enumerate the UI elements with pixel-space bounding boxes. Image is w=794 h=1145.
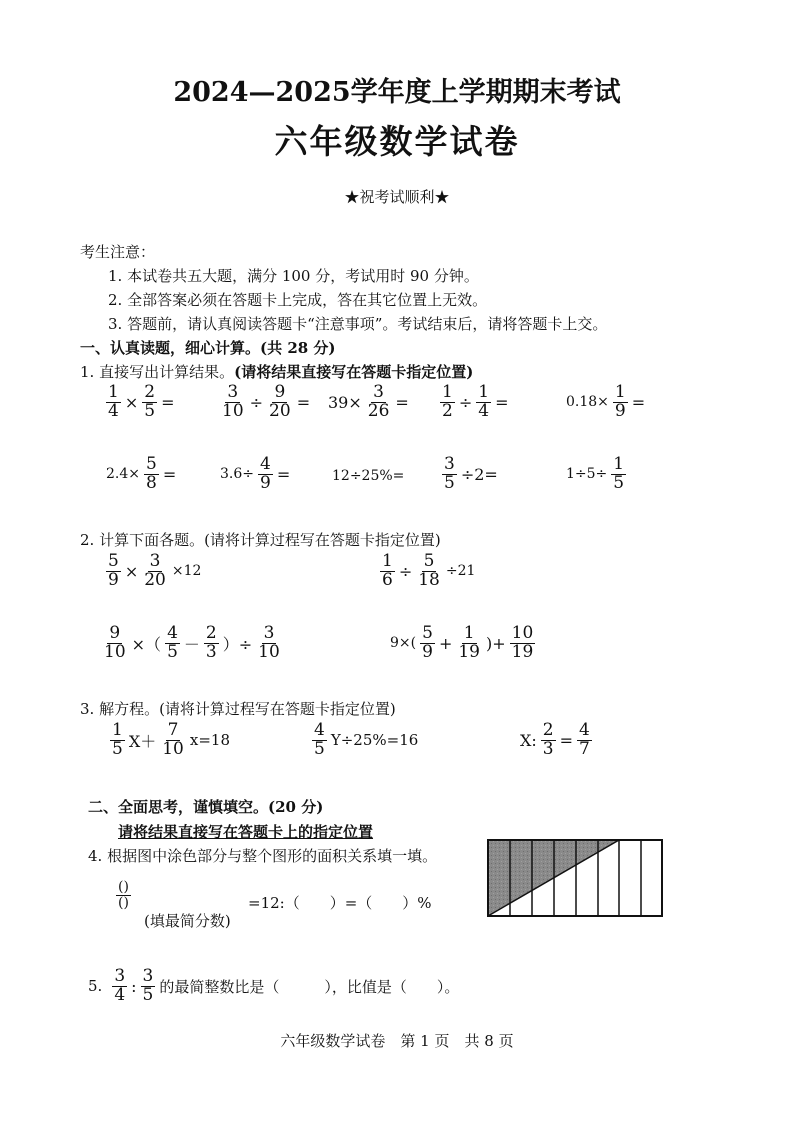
fraction: $\frac{5}{8}$ xyxy=(146,454,157,493)
calc-1h: 12÷25%= xyxy=(332,468,405,484)
calc-1c: 39× $\frac{3}{26}$ = xyxy=(328,382,409,421)
fraction: $\frac{4}{9}$ xyxy=(260,454,271,493)
fraction: $\frac{3}{5}$ xyxy=(142,966,154,1005)
question-2-prompt: 2. 计算下面各题。(请将计算过程写在答题卡指定位置) xyxy=(80,531,441,549)
equation-3a: $\frac{1}{5}$ X＋ $\frac{7}{10}$ x=18 xyxy=(112,720,230,759)
exam-subtitle: 六年级数学试卷 xyxy=(274,122,520,161)
calc-2c: $\frac{9}{10}$ ×（ $\frac{4}{5}$ － $\frac{2}{3}$ ）÷ $\frac{3}{10}$ xyxy=(104,623,280,662)
fraction: $\frac{1}{2}$ xyxy=(442,382,453,421)
fraction: $\frac{4}{7}$ xyxy=(579,720,590,759)
fraction: $\frac{2}{3}$ xyxy=(542,720,554,759)
fraction: $\frac{3}{5}$ xyxy=(444,454,455,493)
calc-1e: 0.18× $\frac{1}{9}$ = xyxy=(566,382,646,421)
page-footer: 六年级数学试卷 第 1 页 共 8 页 xyxy=(280,1032,514,1050)
question-1-prompt xyxy=(80,361,473,382)
notice-label: 考生注意： xyxy=(80,243,156,261)
equation-3c: X: $\frac{2}{3}$ = $\frac{4}{7}$ xyxy=(520,720,590,759)
question-4-prompt: 4. 根据图中涂色部分与整个图形的面积关系填一填。 xyxy=(88,847,438,865)
section-1-heading: 一、认真读题，细心计算。(共 28 分) xyxy=(80,339,336,357)
fraction: $\frac{4}{5}$ xyxy=(167,623,178,662)
calc-1d: $\frac{1}{2}$ ÷ $\frac{1}{4}$ = xyxy=(442,382,509,421)
calc-1a: $\frac{1}{4}$ × $\frac{2}{5}$ = xyxy=(108,382,175,421)
calc-1j: 1÷5÷ $\frac{1}{5}$ xyxy=(566,454,625,493)
fraction: $\frac{9}{10}$ xyxy=(104,623,126,662)
question-1-instruction: (请将结果直接写在答题卡指定位置) xyxy=(234,363,474,381)
fraction: $\frac{1}{5}$ xyxy=(613,454,625,493)
section-2-heading: 二、全面思考，谨慎填空。(20 分) xyxy=(88,798,324,816)
fraction: $\frac{3}{20}$ xyxy=(144,551,166,590)
fraction: $\frac{7}{10}$ xyxy=(162,720,184,759)
equation-3b: $\frac{4}{5}$ Y÷25%=16 xyxy=(314,720,419,759)
fraction: $\frac{1}{6}$ xyxy=(382,551,393,590)
notice-item-1: 1. 本试卷共五大题，满分 100 分，考试用时 90 分钟。 xyxy=(108,267,479,285)
calc-1f: 2.4× $\frac{5}{8}$ = xyxy=(106,454,177,493)
fraction: $\frac{5}{18}$ xyxy=(418,551,440,590)
fraction: $\frac{1}{4}$ xyxy=(108,382,119,421)
exam-title: 2024—2025学年度上学期期末考试 xyxy=(173,77,621,108)
fraction: $\frac{10}{19}$ xyxy=(511,623,534,662)
calc-2b: $\frac{1}{6}$ ÷ $\frac{5}{18}$ ÷21 xyxy=(382,551,476,590)
good-luck-line: ★祝考试顺利★ xyxy=(344,188,450,206)
fraction: $\frac{9}{20}$ xyxy=(269,382,291,421)
fraction: $\frac{3}{10}$ xyxy=(222,382,244,421)
notice-item-2: 2. 全部答案必须在答题卡上完成，答在其它位置上无效。 xyxy=(108,291,488,309)
question-3-prompt: 3. 解方程。(请将计算过程写在答题卡指定位置) xyxy=(80,700,396,718)
notice-item-3: 3. 答题前，请认真阅读答题卡“注意事项”。考试结束后，请将答题卡上交。 xyxy=(108,315,608,333)
fraction: $\frac{3}{4}$ xyxy=(114,966,126,1005)
section-2-instruction: 请将结果直接写在答题卡上的指定位置 xyxy=(118,823,374,841)
calc-1i: $\frac{3}{5}$ ÷2= xyxy=(444,454,498,493)
calc-1g: 3.6÷ $\frac{4}{9}$ = xyxy=(220,454,291,493)
fraction: $\frac{2}{5}$ xyxy=(144,382,156,421)
calc-1b: $\frac{3}{10}$ ÷ $\frac{9}{20}$ = xyxy=(222,382,311,421)
fraction: $\frac{5}{9}$ xyxy=(108,551,119,590)
fraction: $\frac{5}{9}$ xyxy=(422,623,433,662)
question-4-answer-line: =12:（ ）=（ ）% xyxy=(248,894,432,912)
fraction: $\frac{3}{10}$ xyxy=(258,623,280,662)
question-4-fraction: $\frac{()}{()}$ xyxy=(118,879,129,911)
shaded-area-diagram xyxy=(487,839,663,917)
question-4-note: (填最简分数) xyxy=(144,912,231,930)
fraction: $\frac{1}{19}$ xyxy=(458,623,480,662)
fraction: $\frac{2}{3}$ xyxy=(205,623,217,662)
fraction: $\frac{4}{5}$ xyxy=(314,720,325,759)
calc-2a: $\frac{5}{9}$ × $\frac{3}{20}$ ×12 xyxy=(108,551,202,590)
fraction: $\frac{1}{4}$ xyxy=(478,382,490,421)
question-1-prompt-text: 1. 直接写出计算结果。 xyxy=(80,363,235,381)
calc-2d: 9×( $\frac{5}{9}$ + $\frac{1}{19}$ )+ $\frac{10}{19}$ xyxy=(390,623,534,662)
fraction: $\frac{1}{5}$ xyxy=(112,720,123,759)
fraction: $\frac{1}{9}$ xyxy=(614,382,626,421)
question-5: 5. $\frac{3}{4}$ : $\frac{3}{5}$ 的最简整数比是（ ），比值是（ ）。 xyxy=(88,966,460,1005)
fraction: $\frac{3}{26}$ xyxy=(367,382,390,421)
